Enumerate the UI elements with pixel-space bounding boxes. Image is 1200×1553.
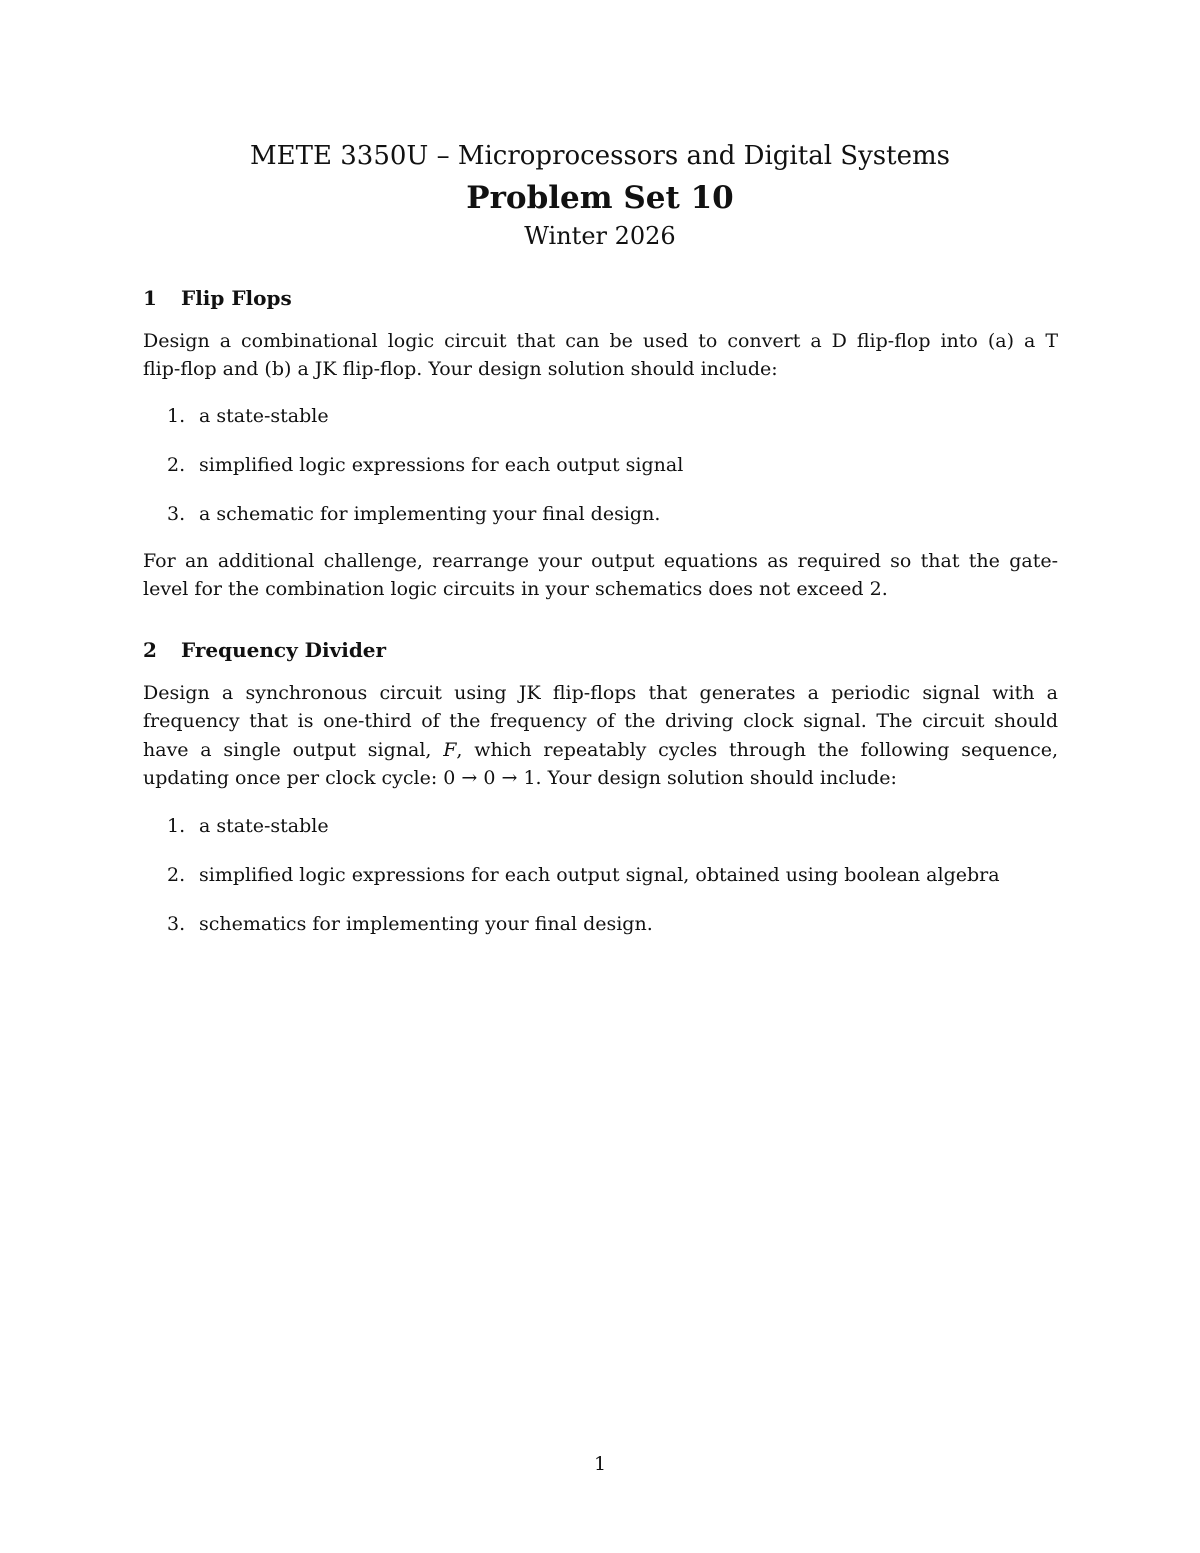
list-item: [167, 403, 329, 429]
paragraph-line: updating once per clock cycle: 0 → 0 → 1. Your design solution should include:: [143, 766, 897, 789]
list-item: [167, 911, 653, 937]
list-item-text: a schematic for implementing your final design.: [199, 503, 661, 525]
paragraph-line: frequency that is one-third of the frequency of the driving clock signal. The circuit should: [143, 710, 1058, 733]
paragraph-line: [143, 736, 1058, 764]
list-item: [167, 452, 683, 478]
section-number: 1: [143, 286, 157, 310]
list-marker: 3.: [167, 913, 186, 935]
section-1-intro: [143, 327, 1058, 384]
paragraph-line: level for the combination logic circuits in your schematics does not exceed 2.: [143, 578, 888, 601]
section-2-intro: [143, 679, 1058, 792]
list-marker: 2.: [167, 864, 186, 886]
section-title: Frequency Divider: [181, 638, 387, 662]
text-run: have a single output signal,: [143, 738, 432, 761]
list-item-text: a state-stable: [199, 815, 329, 837]
section-title: Flip Flops: [181, 286, 292, 310]
problem-set-title: Problem Set 10: [466, 180, 734, 216]
section-1-heading: [143, 285, 292, 311]
output-signal-symbol: F: [443, 738, 457, 761]
section-2-heading: [143, 637, 386, 663]
list-marker: 1.: [167, 405, 186, 427]
list-item: [167, 813, 329, 839]
list-marker: 1.: [167, 815, 186, 837]
list-item: [167, 862, 1000, 888]
list-item: [167, 501, 660, 527]
list-item-text: schematics for implementing your final design.: [199, 913, 653, 935]
list-marker: 2.: [167, 454, 186, 476]
paragraph-line: flip-flop and (b) a JK flip-flop. Your design solution should include:: [143, 358, 778, 381]
section-number: 2: [143, 638, 157, 662]
list-marker: 3.: [167, 503, 186, 525]
term-label: Winter 2026: [524, 222, 676, 250]
list-item-text: simplified logic expressions for each output signal: [199, 454, 684, 476]
list-item-text: simplified logic expressions for each output signal, obtained using boolean algebra: [199, 864, 1000, 886]
page-number: 1: [593, 1453, 607, 1475]
section-1-challenge: [143, 547, 1058, 604]
paragraph-line: Design a synchronous circuit using JK flip-flops that generates a periodic signal with a: [143, 682, 1058, 704]
paragraph-line: For an additional challenge, rearrange your output equations as required so that the gate-: [143, 550, 1058, 572]
text-run: , which repeatably cycles through the following sequence,: [456, 738, 1059, 761]
list-item-text: a state-stable: [199, 405, 329, 427]
paragraph-line: Design a combinational logic circuit that can be used to convert a D flip-flop into (a) a T: [143, 330, 1058, 352]
course-title: METE 3350U – Microprocessors and Digital Systems: [250, 141, 950, 171]
